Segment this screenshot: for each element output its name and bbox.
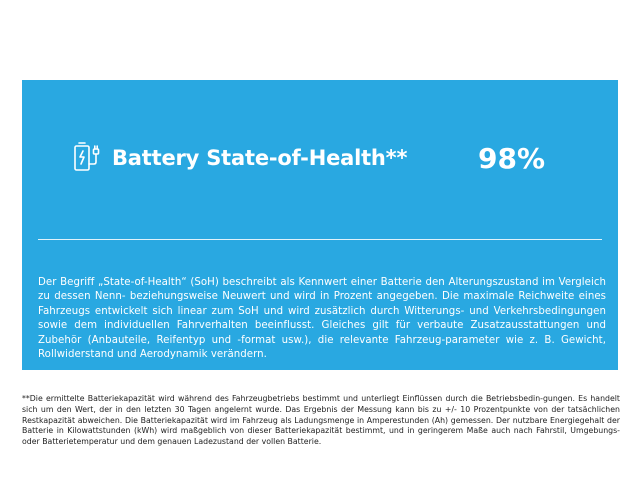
ev-charging-battery-icon xyxy=(72,140,106,174)
soh-description: Der Begriff „State-of-Health“ (SoH) beschreibt als Kennwert einer Batterie den Alterungszustand im Vergleich zu dessen Nenn- beziehungsweise Neuwert und wird in Prozent angegeben. Die maximale Reichweite eines Fahrzeugs entwickelt sich linear zum SoH und wird zusätzlich durch Witterungs- und Verkehrsbedingungen sowie dem individuellen Fahrverhalten beeinflusst. Gleiches gilt für verbaute Zusatzausstattungen und Zubehör (Anbauteile, Reifentyp und -format usw.), die relevante Fahrzeug-parameter wie z. B. Gewicht, Rollwiderstand und Aerodynamik verändern. xyxy=(38,277,606,361)
footnote: **Die ermittelte Batteriekapazität wird während des Fahrzeugbetriebs bestimmt und unterliegt Einflüssen durch die Betriebsbedin-gungen. Es handelt sich um den Wert, der in den letzten 30 Tagen angelernt wurde. Das Ergebnis der Messung kann bis zu +/- 10 Prozentpunkte von der tatsächlichen Restkapazität abweichen. Die Batteriekapazität wird im Fahrzeug als Ladungsmenge in Amperestunden (Ah) gemessen. Der nutzbare Energiegehalt der Batterie in Kilowattstunden (kWh) wird maßgeblich von dieser Batteriekapazität bestimmt, und in geringerem Maße auch nach Fahrstil, Umgebungs- oder Batterietemperatur und dem genauen Ladezustand der vollen Batterie. xyxy=(22,394,620,447)
card-title: Battery State-of-Health** xyxy=(112,146,408,170)
card-header xyxy=(72,138,602,188)
divider xyxy=(38,239,602,240)
soh-value: 98% xyxy=(478,142,546,175)
battery-health-card xyxy=(22,80,618,370)
